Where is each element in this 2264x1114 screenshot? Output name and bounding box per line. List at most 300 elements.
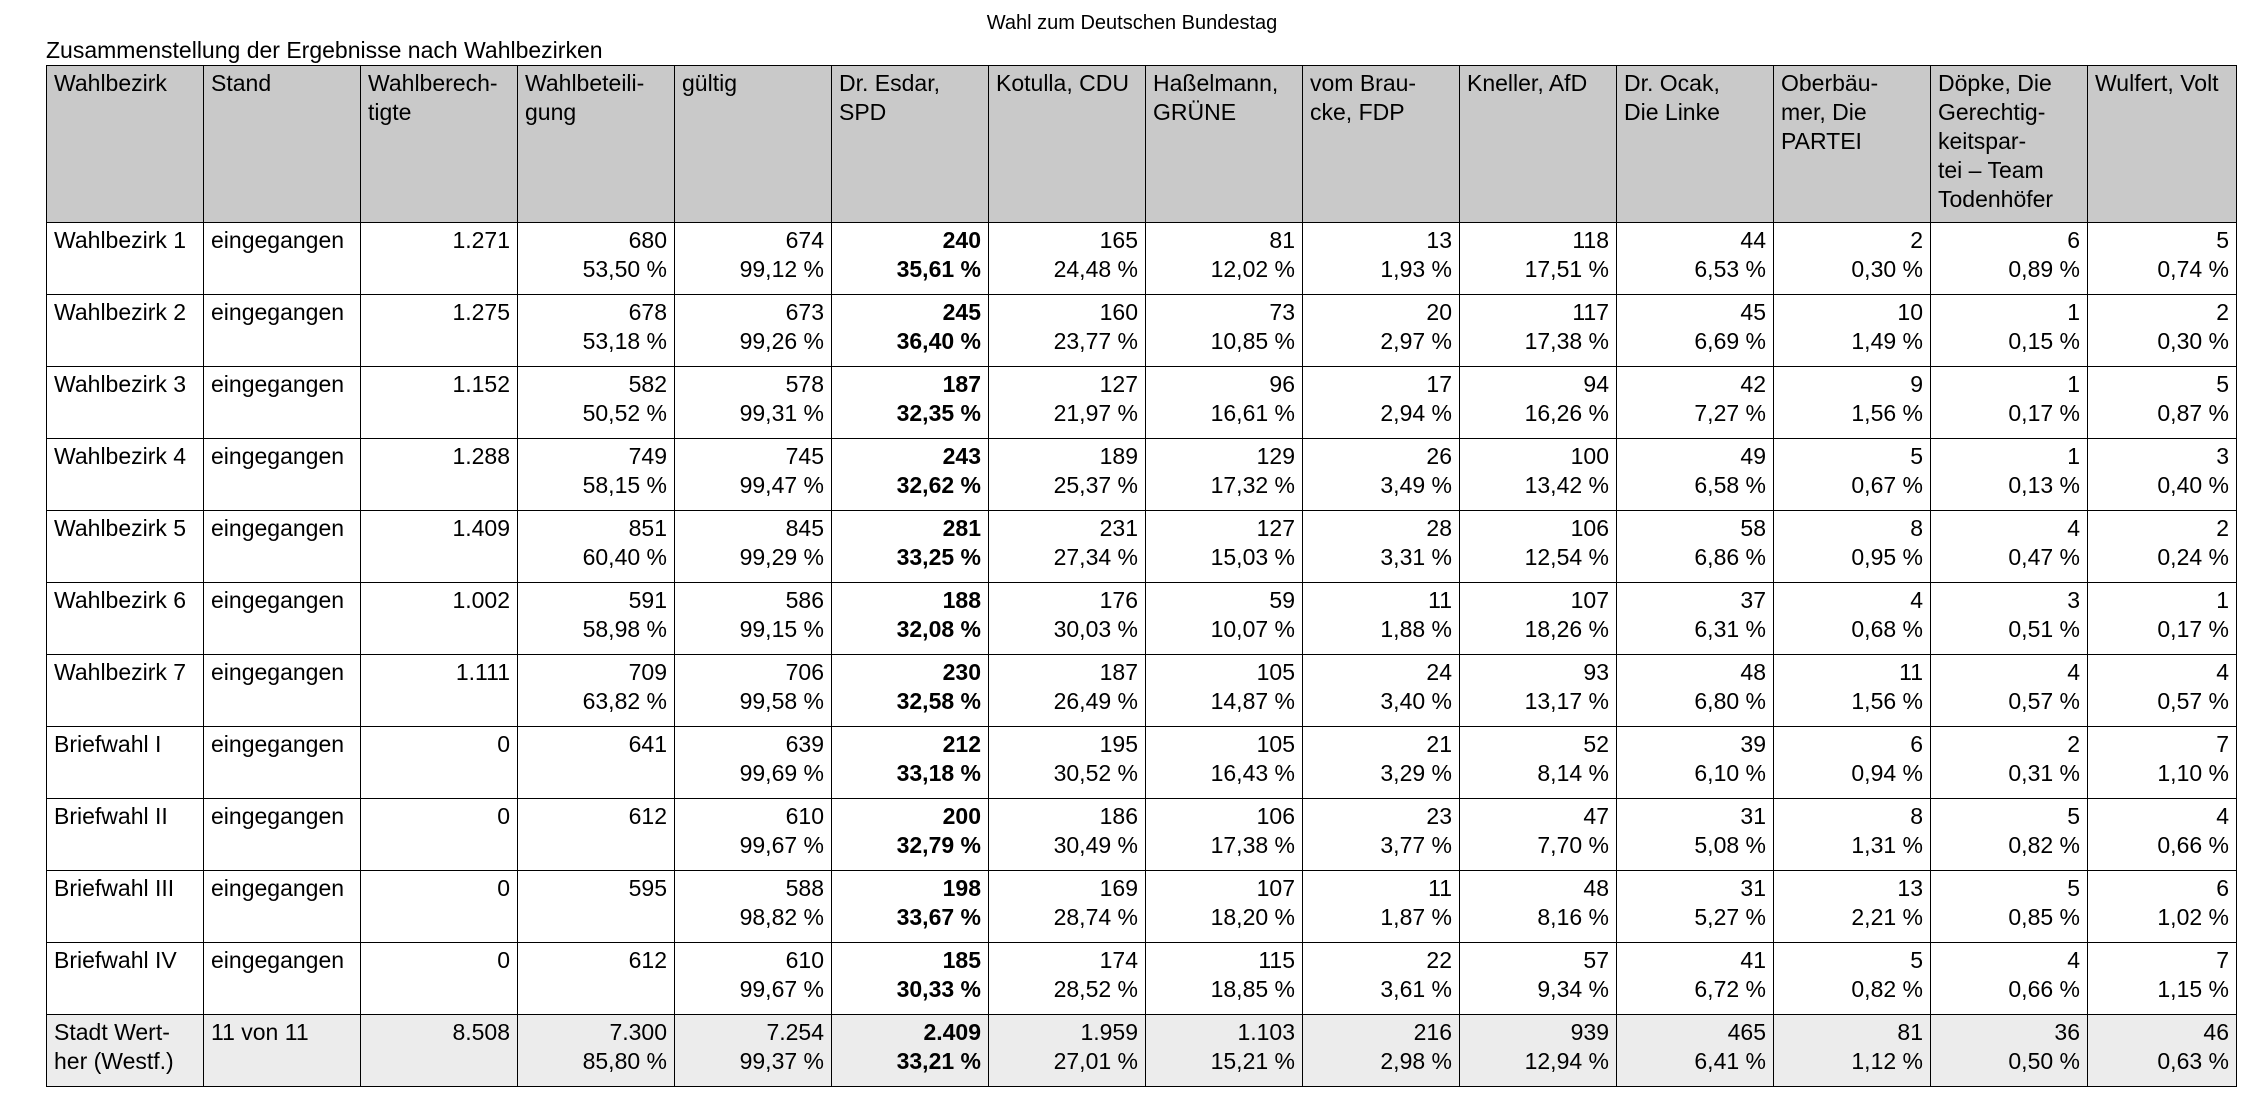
cell-line: 17 [1426,371,1452,397]
cell-line: 93 [1583,659,1609,685]
cell-line: 20 [1426,299,1452,325]
candidate-votes-cell [1146,223,1303,295]
candidate-votes-cell [1303,367,1460,439]
candidate-votes-cell [1146,1015,1303,1087]
district-name-cell [47,1015,204,1087]
cell-line: 188 [942,587,981,613]
candidate-votes-cell [1303,295,1460,367]
candidate-votes-cell [2088,943,2237,1015]
cell-line: 21 [1426,731,1452,757]
cell-line: Stand [211,70,272,96]
cell-line: 13 [1426,227,1452,253]
cell-line: eingegangen [211,803,345,829]
cell-line: Dr. Ocak, [1624,70,1720,96]
cell-line: 610 [785,803,824,829]
cell-line: Wahlbeteili- [525,70,645,96]
cell-line: 212 [942,731,981,757]
cell-line: 612 [628,947,667,973]
district-name-cell [47,295,204,367]
candidate-votes-cell [1146,871,1303,943]
cell-line: 176 [1099,587,1138,613]
table-row [47,439,2237,511]
eligible-voters-cell [361,727,518,799]
cell-line: 845 [785,515,824,541]
page-title: Wahl zum Deutschen Bundestag [986,12,1278,34]
cell-line: Wahlbezirk 4 [54,443,187,469]
cell-line: 2 [2216,299,2229,325]
turnout-cell [518,367,675,439]
turnout-cell [518,655,675,727]
cell-line: 17,38 % [1524,328,1609,354]
candidate-votes-cell [2088,511,2237,583]
column-header [989,66,1146,223]
candidate-votes-cell [1303,871,1460,943]
cell-line: 3 [2216,443,2229,469]
cell-line: 47 [1583,803,1609,829]
status-cell [204,511,361,583]
cell-line: 99,26 % [739,328,824,354]
cell-line: 745 [785,443,824,469]
cell-line: 50,52 % [582,400,667,426]
cell-line: Dr. Esdar, [839,70,940,96]
cell-line: tigte [368,99,412,125]
column-header [675,66,832,223]
cell-line: eingegangen [211,875,345,901]
cell-line: Wulfert, Volt [2095,70,2219,96]
cell-line: 706 [785,659,824,685]
cell-line: 198 [942,875,981,901]
cell-line: 582 [628,371,667,397]
district-name-cell [47,223,204,295]
candidate-votes-cell [1303,583,1460,655]
cell-line: 99,67 % [739,832,824,858]
cell-line: 0,13 % [2008,472,2080,498]
cell-line: 7.300 [609,1019,667,1045]
header-row [47,66,2237,223]
cell-line: 10 [1897,299,1923,325]
candidate-votes-cell [1774,1015,1931,1087]
cell-line: 749 [628,443,667,469]
status-cell [204,943,361,1015]
candidate-votes-cell [1617,943,1774,1015]
table-row [47,727,2237,799]
cell-line: 96 [1269,371,1295,397]
valid-votes-cell [675,727,832,799]
valid-votes-cell [675,943,832,1015]
cell-line: Briefwahl IV [54,947,177,973]
candidate-votes-cell [989,1015,1146,1087]
cell-line: Wahlbezirk 3 [54,371,187,397]
cell-line: 27,34 % [1053,544,1138,570]
cell-line: Haßelmann, [1153,70,1279,96]
cell-line: 2 [1910,227,1923,253]
cell-line: Oberbäu- [1781,70,1879,96]
cell-line: SPD [839,99,887,125]
status-cell [204,871,361,943]
table-row [47,655,2237,727]
cell-line: 1,56 % [1851,400,1923,426]
cell-line: 5,08 % [1694,832,1766,858]
cell-line: 680 [628,227,667,253]
cell-line: eingegangen [211,515,345,541]
cell-line: 127 [1256,515,1295,541]
candidate-votes-cell [832,799,989,871]
cell-line: 5 [2216,371,2229,397]
cell-line: 1.288 [452,443,510,469]
cell-line: 1.959 [1080,1019,1138,1045]
cell-line: 4 [2216,659,2229,685]
column-header [361,66,518,223]
candidate-votes-cell [832,511,989,583]
cell-line: 240 [942,227,981,253]
cell-line: 28 [1426,515,1452,541]
cell-line: 2.409 [923,1019,981,1045]
cell-line: 588 [785,875,824,901]
cell-line: 85,80 % [582,1048,667,1074]
cell-line: 30,03 % [1053,616,1138,642]
candidate-votes-cell [832,583,989,655]
cell-line: 10,85 % [1210,328,1295,354]
cell-line: 8.508 [452,1019,510,1045]
valid-votes-cell [675,367,832,439]
cell-line: 49 [1740,443,1766,469]
cell-line: 7 [2216,731,2229,757]
cell-line: 0,31 % [2008,760,2080,786]
cell-line: Wahlberech- [368,70,498,96]
cell-line: 53,50 % [582,256,667,282]
cell-line: 578 [785,371,824,397]
turnout-cell [518,871,675,943]
cell-line: 4 [2067,947,2080,973]
cell-line: 98,82 % [739,904,824,930]
candidate-votes-cell [1931,727,2088,799]
cell-line: eingegangen [211,443,345,469]
column-header [47,66,204,223]
candidate-votes-cell [1774,655,1931,727]
candidate-votes-cell [832,367,989,439]
cell-line: 0,24 % [2157,544,2229,570]
candidate-votes-cell [1931,799,2088,871]
cell-line: 1.409 [452,515,510,541]
cell-line: 6 [2067,227,2080,253]
candidate-votes-cell [832,439,989,511]
cell-line: 48 [1740,659,1766,685]
district-name-cell [47,655,204,727]
candidate-votes-cell [989,943,1146,1015]
cell-line: 32,58 % [896,688,981,714]
district-name-cell [47,943,204,1015]
cell-line: 1,88 % [1380,616,1452,642]
cell-line: 5 [2216,227,2229,253]
turnout-cell [518,223,675,295]
cell-line: gültig [682,70,737,96]
cell-line: 1,12 % [1851,1048,1923,1074]
table-row [47,943,2237,1015]
candidate-votes-cell [1931,295,2088,367]
cell-line: 610 [785,947,824,973]
cell-line: 14,87 % [1210,688,1295,714]
cell-line: 10,07 % [1210,616,1295,642]
cell-line: 31 [1740,803,1766,829]
cell-line: mer, Die [1781,99,1867,125]
cell-line: 105 [1256,731,1295,757]
candidate-votes-cell [1774,367,1931,439]
cell-line: 2 [2216,515,2229,541]
cell-line: 6,31 % [1694,616,1766,642]
table-body [47,223,2237,1087]
eligible-voters-cell [361,439,518,511]
cell-line: 13,17 % [1524,688,1609,714]
candidate-votes-cell [1146,943,1303,1015]
status-cell [204,1015,361,1087]
eligible-voters-cell [361,943,518,1015]
cell-line: 1,15 % [2157,976,2229,1002]
cell-line: 1,87 % [1380,904,1452,930]
candidate-votes-cell [832,1015,989,1087]
candidate-votes-cell [1460,511,1617,583]
candidate-votes-cell [1460,223,1617,295]
cell-line: 99,15 % [739,616,824,642]
cell-line: 1 [2067,371,2080,397]
candidate-votes-cell [1303,1015,1460,1087]
status-cell [204,223,361,295]
candidate-votes-cell [1774,799,1931,871]
eligible-voters-cell [361,367,518,439]
eligible-voters-cell [361,655,518,727]
cell-line: 3,77 % [1380,832,1452,858]
candidate-votes-cell [1774,439,1931,511]
cell-line: 0,51 % [2008,616,2080,642]
candidate-votes-cell [1931,223,2088,295]
cell-line: 127 [1099,371,1138,397]
cell-line: 129 [1256,443,1295,469]
cell-line: 28,52 % [1053,976,1138,1002]
cell-line: 105 [1256,659,1295,685]
cell-line: 1,10 % [2157,760,2229,786]
eligible-voters-cell [361,223,518,295]
cell-line: 0,63 % [2157,1048,2229,1074]
cell-line: eingegangen [211,227,345,253]
table-row [47,583,2237,655]
cell-line: 32,35 % [896,400,981,426]
cell-line: 0,66 % [2157,832,2229,858]
candidate-votes-cell [1303,223,1460,295]
table-row [47,871,2237,943]
cell-line: 1,56 % [1851,688,1923,714]
results-table [46,65,2237,1087]
cell-line: 7.254 [766,1019,824,1045]
candidate-votes-cell [989,511,1146,583]
candidate-votes-cell [989,439,1146,511]
cell-line: 23,77 % [1053,328,1138,354]
cell-line: 231 [1099,515,1138,541]
valid-votes-cell [675,871,832,943]
cell-line: 2 [2067,731,2080,757]
cell-line: 939 [1570,1019,1609,1045]
table-row [47,223,2237,295]
table-row [47,367,2237,439]
cell-line: Wahlbezirk 6 [54,587,187,613]
cell-line: 9,34 % [1537,976,1609,1002]
candidate-votes-cell [832,295,989,367]
cell-line: 4 [2067,515,2080,541]
cell-line: 16,61 % [1210,400,1295,426]
table-row [47,511,2237,583]
cell-line: Stadt Wert- [54,1019,170,1045]
cell-line: 0 [497,731,510,757]
cell-line: 6,72 % [1694,976,1766,1002]
cell-line: 1 [2216,587,2229,613]
turnout-cell [518,295,675,367]
candidate-votes-cell [832,871,989,943]
table-row [47,295,2237,367]
cell-line: 0,17 % [2157,616,2229,642]
cell-line: 31 [1740,875,1766,901]
turnout-cell [518,511,675,583]
cell-line: eingegangen [211,947,345,973]
cell-line: Die Linke [1624,99,1720,125]
cell-line: 18,20 % [1210,904,1295,930]
cell-line: 18,85 % [1210,976,1295,1002]
cell-line: 107 [1570,587,1609,613]
column-header [1146,66,1303,223]
column-header [518,66,675,223]
cell-line: 94 [1583,371,1609,397]
cell-line: 13 [1897,875,1923,901]
cell-line: 0,30 % [2157,328,2229,354]
cell-line: 0,57 % [2008,688,2080,714]
cell-line: Briefwahl I [54,731,162,757]
candidate-votes-cell [989,655,1146,727]
candidate-votes-cell [1931,871,2088,943]
cell-line: 41 [1740,947,1766,973]
cell-line: 7 [2216,947,2229,973]
candidate-votes-cell [1617,439,1774,511]
candidate-votes-cell [832,943,989,1015]
cell-line: 11 [1899,659,1923,685]
cell-line: 9 [1910,371,1923,397]
cell-line: 23 [1426,803,1452,829]
cell-line: 25,37 % [1053,472,1138,498]
cell-line: 4 [2216,803,2229,829]
status-cell [204,439,361,511]
cell-line: 2,98 % [1380,1048,1452,1074]
cell-line: 99,47 % [739,472,824,498]
candidate-votes-cell [1146,511,1303,583]
candidate-votes-cell [1617,727,1774,799]
cell-line: 11 [1428,875,1452,901]
cell-line: 99,58 % [739,688,824,714]
candidate-votes-cell [1146,583,1303,655]
candidate-votes-cell [1774,511,1931,583]
cell-line: 17,32 % [1210,472,1295,498]
candidate-votes-cell [989,223,1146,295]
candidate-votes-cell [1617,1015,1774,1087]
cell-line: 0,94 % [1851,760,1923,786]
cell-line: 3,40 % [1380,688,1452,714]
cell-line: 106 [1256,803,1295,829]
cell-line: 2,97 % [1380,328,1452,354]
cell-line: 99,67 % [739,976,824,1002]
cell-line: 160 [1099,299,1138,325]
eligible-voters-cell [361,871,518,943]
candidate-votes-cell [832,223,989,295]
cell-line: Wahlbezirk 5 [54,515,187,541]
cell-line: 8,16 % [1537,904,1609,930]
candidate-votes-cell [1460,727,1617,799]
cell-line: 16,26 % [1524,400,1609,426]
eligible-voters-cell [361,799,518,871]
candidate-votes-cell [1931,511,2088,583]
cell-line: 3,49 % [1380,472,1452,498]
candidate-votes-cell [989,727,1146,799]
turnout-cell [518,799,675,871]
column-header [1460,66,1617,223]
cell-line: 100 [1570,443,1609,469]
candidate-votes-cell [1460,655,1617,727]
cell-line: 0,68 % [1851,616,1923,642]
cell-line: 189 [1099,443,1138,469]
cell-line: 24 [1426,659,1452,685]
cell-line: 1,31 % [1851,832,1923,858]
cell-line: 6 [1910,731,1923,757]
valid-votes-cell [675,295,832,367]
cell-line: 187 [942,371,981,397]
status-cell [204,583,361,655]
cell-line: 2,21 % [1851,904,1923,930]
district-name-cell [47,511,204,583]
cell-line: 0,95 % [1851,544,1923,570]
cell-line: 595 [628,875,667,901]
cell-line: 32,08 % [896,616,981,642]
cell-line: 117 [1572,299,1609,325]
candidate-votes-cell [1617,655,1774,727]
cell-line: 73 [1269,299,1295,325]
candidate-votes-cell [989,295,1146,367]
status-cell [204,799,361,871]
candidate-votes-cell [1931,439,2088,511]
candidate-votes-cell [1774,223,1931,295]
candidate-votes-cell [1146,439,1303,511]
cell-line: 13,42 % [1524,472,1609,498]
cell-line: 186 [1099,803,1138,829]
cell-line: 1 [2067,299,2080,325]
cell-line: 58,15 % [582,472,667,498]
candidate-votes-cell [1617,511,1774,583]
cell-line: 30,49 % [1053,832,1138,858]
cell-line: 28,74 % [1053,904,1138,930]
cell-line: 81 [1269,227,1295,253]
cell-line: 33,67 % [896,904,981,930]
column-header [1774,66,1931,223]
cell-line: 99,29 % [739,544,824,570]
cell-line: 0,40 % [2157,472,2229,498]
cell-line: 6,53 % [1694,256,1766,282]
cell-line: 36,40 % [896,328,981,354]
cell-line: PARTEI [1781,128,1862,154]
cell-line: 187 [1099,659,1138,685]
cell-line: 6,58 % [1694,472,1766,498]
candidate-votes-cell [1460,943,1617,1015]
cell-line: 7,70 % [1537,832,1609,858]
cell-line: 58,98 % [582,616,667,642]
cell-line: Briefwahl II [54,803,168,829]
cell-line: 1.275 [452,299,510,325]
column-header [1303,66,1460,223]
cell-line: 58 [1740,515,1766,541]
valid-votes-cell [675,583,832,655]
cell-line: gung [525,99,577,125]
